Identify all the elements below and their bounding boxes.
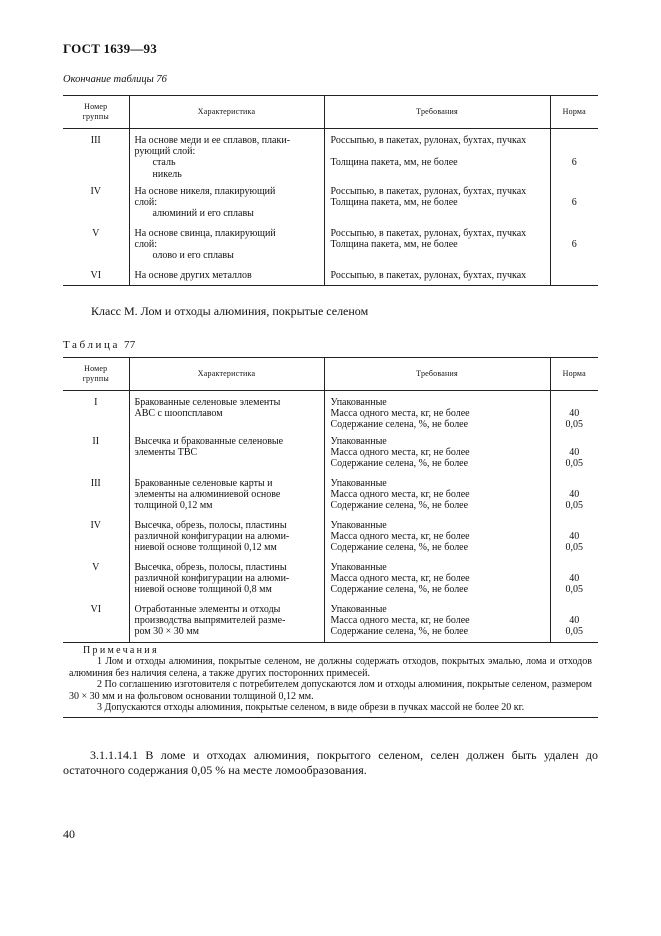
table-77-header [63,358,598,391]
characteristic-cell [129,601,324,643]
norm-spacer [551,397,599,408]
characteristic-line: Бракованные селеновые карты и [134,477,273,489]
characteristic-subitem: сталь [152,157,176,169]
requirement-line: Упакованные [330,561,387,573]
requirement-line: Содержание селена, %, не более [330,541,469,553]
norm-value: 40 [569,446,580,458]
group-number-cell: IV [63,183,129,225]
characteristic-cell [129,433,324,475]
norm-value: 40 [569,408,580,420]
paragraph-3-1-1-14-1: 3.1.1.14.1 В ломе и отходах алюминия, покрытого селеном, селен должен быть удален до остаточного содержания 0,05 % на месте ломообразования. [63,748,598,777]
requirement-line: Содержание селена, %, не более [330,499,469,511]
norm-spacer [551,436,599,447]
notes-title: Примечания [83,645,159,656]
requirement-line: Упакованные [330,397,387,408]
norm-value: 0,05 [565,499,583,511]
table-row [63,183,598,225]
norm-spacer [551,478,599,489]
norm-cell [550,433,598,475]
table-row [63,475,598,517]
table-76-header [63,96,598,129]
requirement-line: Масса одного места, кг, не более [330,446,470,458]
group-number-cell: V [63,225,129,267]
requirements-cell [324,183,550,225]
requirement-line: Россыпью, в пакетах, рулонах, бухтах, пучках [330,185,527,197]
characteristic-line: Высечка, обрезь, полосы, пластины [134,519,287,531]
characteristic-line: Отработанные элементы и отходы [134,603,281,615]
table-76 [63,95,598,286]
requirements-cell [324,225,550,267]
characteristic-cell [129,183,324,225]
table-77-notes [63,643,598,718]
note-1: 1 Лом и отходы алюминия, покрытые селеном, не должны содержать отходов, покрытых эмалью, лома и отходов алюминия без наличия селена, а также других посторонних примесей. [69,656,592,679]
table-77-label: Таблица 77 [63,339,136,351]
table-row [63,559,598,601]
norm-value: 6 [571,196,577,208]
col-group-header: Номер группы [63,96,129,129]
col-char-header: Характеристика [129,358,324,391]
characteristic-line: На основе никеля, плакирующий [134,185,276,197]
table-row [63,433,598,475]
characteristic-subitem: алюминий и его сплавы [152,207,254,219]
table-row [63,391,598,433]
col-req-header: Требования [324,96,550,129]
requirement-line: Масса одного места, кг, не более [330,530,470,542]
norm-cell [550,129,598,183]
characteristic-line: производства выпрямителей разме- [134,614,286,626]
norm-value: 0,05 [565,625,583,637]
characteristic-subitem: олово и его сплавы [152,249,234,261]
group-number-cell: III [63,475,129,517]
norm-cell [550,475,598,517]
requirement-line: Масса одного места, кг, не более [330,488,470,500]
characteristic-line: слой: [134,196,158,208]
col-req-header: Требования [324,358,550,391]
characteristic-line: На основе других металлов [134,269,252,281]
characteristic-line: ниевой основе толщиной 0,12 мм [134,541,277,553]
norm-value: 0,05 [565,419,583,431]
characteristic-line: Бракованные селеновые элементы [134,397,281,408]
norm-value: 0,05 [565,541,583,553]
group-number-cell: III [63,129,129,183]
characteristic-line: толщиной 0,12 мм [134,499,213,511]
characteristic-line: На основе свинца, плакирующий [134,227,276,239]
norm-cell [550,559,598,601]
table-77 [63,357,598,718]
norm-value: 0,05 [565,583,583,595]
characteristic-line: элементы на алюминиевой основе [134,488,281,500]
characteristic-line: слой: [134,238,158,250]
requirement-line: Содержание селена, %, не более [330,583,469,595]
table-76-body [63,129,598,286]
norm-value: 40 [569,614,580,626]
characteristic-cell [129,267,324,286]
characteristic-line: АВС с шоопсплавом [134,408,223,420]
group-number-cell: IV [63,517,129,559]
norm-value: 6 [571,157,577,168]
characteristic-cell [129,475,324,517]
norm-spacer [551,604,599,615]
norm-value: 40 [569,530,580,542]
characteristic-line: На основе меди и ее сплавов, плаки- [134,135,291,146]
characteristic-cell [129,391,324,433]
characteristic-line: ниевой основе толщиной 0,8 мм [134,583,272,595]
table-row [63,517,598,559]
requirements-cell [324,129,550,183]
characteristic-line: Высечка и бракованные селеновые [134,435,284,447]
requirement-line: Россыпью, в пакетах, рулонах, бухтах, пучках [330,269,527,281]
requirements-cell [324,267,550,286]
group-number-cell: VI [63,267,129,286]
requirement-line: Содержание селена, %, не более [330,625,469,637]
page-number: 40 [63,827,75,841]
characteristic-line: ром 30 × 30 мм [134,625,199,637]
characteristic-line: Высечка, обрезь, полосы, пластины [134,561,287,573]
table-row [63,601,598,643]
class-m-title: Класс М. Лом и отходы алюминия, покрытые селеном [91,304,369,318]
col-norm-header: Норма [550,96,598,129]
note-2: 2 По соглашению изготовителя с потребителем допускаются лом и отходы алюминия, покрытые селеном, размером 30 × 30 мм и на фольговом основании толщиной 0,12 мм. [69,679,592,702]
requirement-line: Упакованные [330,603,387,615]
requirement-line: Россыпью, в пакетах, рулонах, бухтах, пучках [330,227,527,239]
requirement-line: Толщина пакета, мм, не более [330,238,458,250]
characteristic-cell [129,517,324,559]
characteristic-line: различной конфигурации на алюми- [134,530,290,542]
table-77-body [63,391,598,643]
requirement-line: Россыпью, в пакетах, рулонах, бухтах, пучках [330,135,527,146]
group-number-cell: VI [63,601,129,643]
norm-value: 40 [569,488,580,500]
characteristic-cell [129,225,324,267]
group-number-cell: V [63,559,129,601]
requirement-line: Упакованные [330,519,387,531]
col-char-header: Характеристика [129,96,324,129]
norm-cell [550,391,598,433]
norm-value: 6 [571,238,577,250]
norm-cell [550,601,598,643]
requirement-line: Упакованные [330,435,387,447]
document-header: ГОСТ 1639—93 [63,41,157,56]
characteristic-line: различной конфигурации на алюми- [134,572,290,584]
norm-cell [550,225,598,267]
requirement-line: Упакованные [330,477,387,489]
group-number-cell: I [63,391,129,433]
norm-spacer [551,520,599,531]
requirement-line: Толщина пакета, мм, не более [330,196,458,208]
characteristic-subitem: никель [152,168,182,180]
table-row [63,129,598,183]
requirements-cell [324,601,550,643]
requirement-line: Масса одного места, кг, не более [330,614,470,626]
characteristic-line: рующий слой: [134,146,196,158]
requirements-cell [324,475,550,517]
characteristic-line: элементы ТВС [134,446,198,458]
norm-spacer [551,562,599,573]
requirement-line: Содержание селена, %, не более [330,457,469,469]
group-number-cell: II [63,433,129,475]
norm-cell [550,183,598,225]
characteristic-cell [129,559,324,601]
requirements-cell [324,391,550,433]
requirement-line: Содержание селена, %, не более [330,419,469,431]
characteristic-cell [129,129,324,183]
table-76-caption: Окончание таблицы 76 [63,74,167,85]
norm-cell [550,267,598,286]
note-3: 3 Допускаются отходы алюминия, покрытые селеном, в виде обрези в пучках массой не более 20 кг. [97,702,525,714]
col-norm-header: Норма [550,358,598,391]
norm-cell [550,517,598,559]
requirements-cell [324,433,550,475]
requirement-line: Масса одного места, кг, не более [330,572,470,584]
norm-value: 0,05 [565,457,583,469]
norm-value: 40 [569,572,580,584]
requirement-line: Масса одного места, кг, не более [330,408,470,420]
col-group-header: Номер группы [63,358,129,391]
table-row [63,267,598,286]
requirements-cell [324,517,550,559]
table-row [63,225,598,267]
requirements-cell [324,559,550,601]
requirement-line: Толщина пакета, мм, не более [330,157,458,169]
